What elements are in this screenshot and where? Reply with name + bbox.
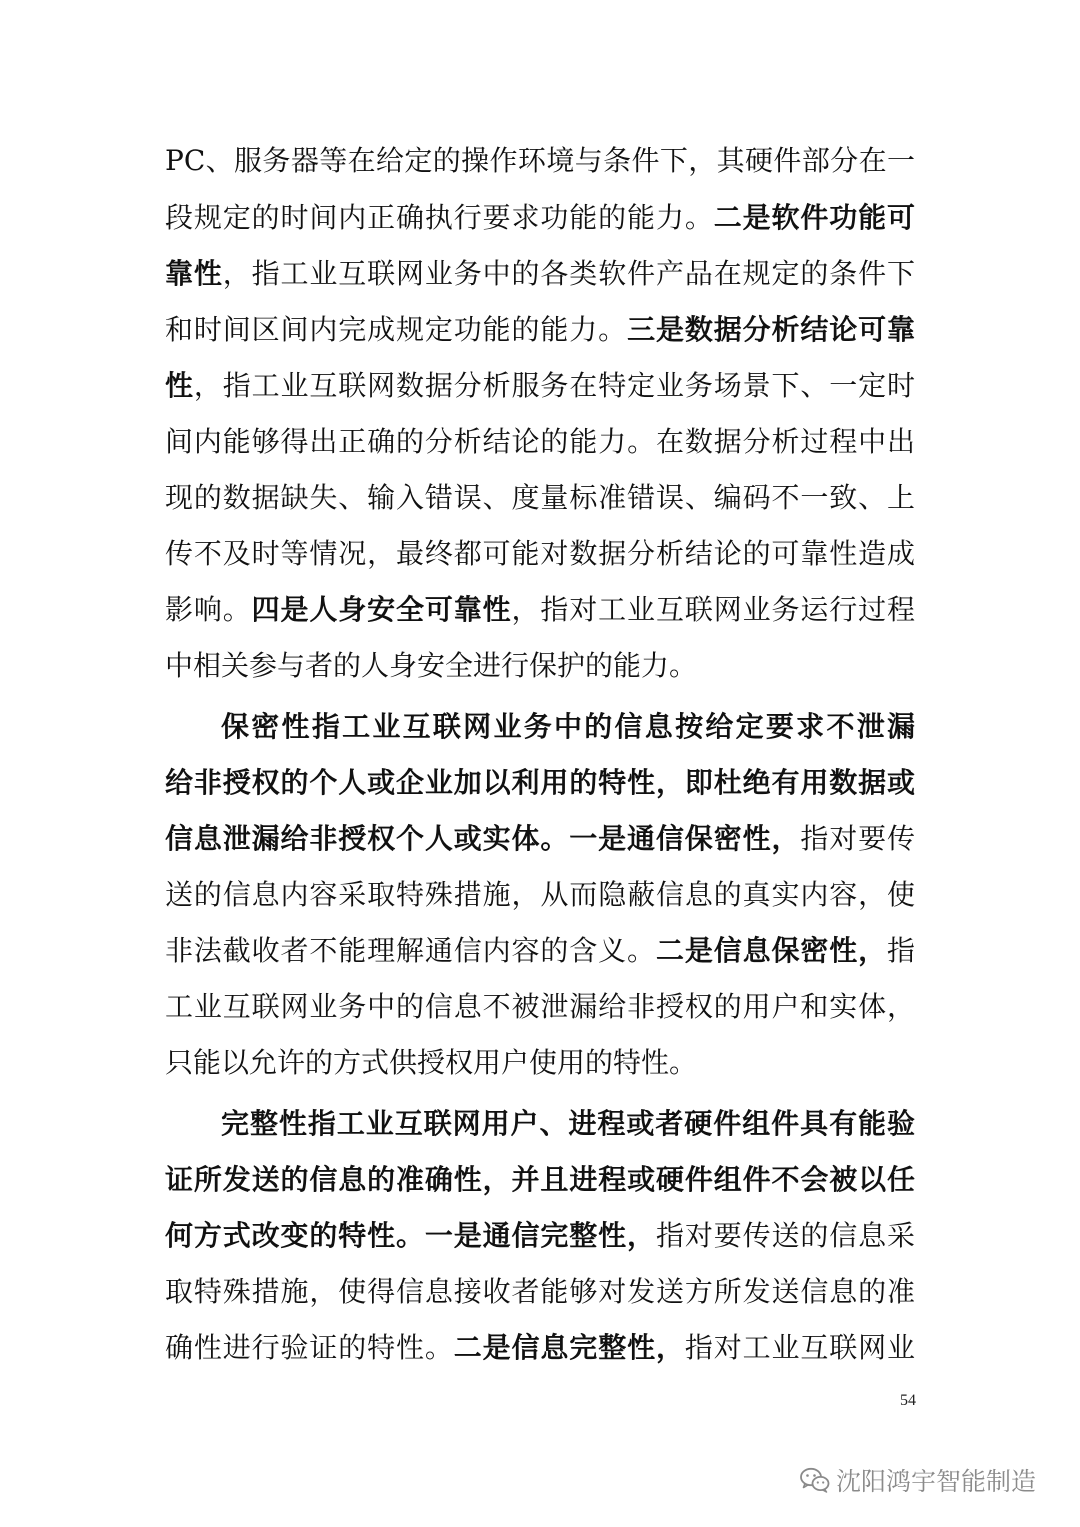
text-line [165,819,915,859]
bold-text-segment: 信息泄漏给非授权个人或实体。 [165,822,570,855]
text-segment: 指对要传 [800,822,915,855]
text-line [165,141,915,181]
bold-text-segment: 靠性 [165,257,223,290]
text-line [165,763,915,803]
text-segment: 间内能够得出正确的分析结论的能力。在数据分析过程中出 [165,425,915,458]
text-line [165,646,915,686]
watermark [800,1460,1036,1500]
text-segment: ，指对工业互联网业务运行过程 [511,593,915,626]
text-segment: 工业互联网业务中的信息不被泄漏给非授权的用户和实体， [165,990,915,1023]
bold-text-segment: 四是人身安全可靠性 [251,593,512,626]
text-line [165,1328,915,1368]
text-segment: 只能以允许的方式供授权用户使用的特性。 [165,1046,698,1079]
bold-text-segment: 何方式改变的特性。 [165,1219,425,1252]
bold-text-segment: 完整性指工业互联网用户、进程或者硬件组件具有能验 [221,1107,915,1140]
bold-text-segment: 保密性指工业互联网业务中的信息按给定要求不泄漏 [221,710,915,743]
text-segment: 指对工业互联网业 [684,1331,915,1364]
text-segment: 非法截收者不能理解通信内容的含义。 [165,934,656,967]
text-segment: 指对要传送的信息采 [655,1219,915,1252]
text-segment: 取特殊措施，使得信息接收者能够对发送方所发送信息的准 [165,1275,915,1308]
text-line [165,1272,915,1312]
text-line [221,1104,915,1144]
wechat-icon [800,1467,830,1493]
text-line [165,366,915,406]
text-line [165,1216,915,1256]
bold-text-segment: 二是信息保密性， [655,934,887,967]
text-segment: 现的数据缺失、输入错误、度量标准错误、编码不一致、上 [165,481,915,514]
text-line [165,1043,915,1083]
text-line [165,198,915,238]
text-line [165,1160,915,1200]
text-line [165,310,915,350]
bold-text-segment: 给非授权的个人或企业加以利用的特性，即杜绝有用数据或 [165,766,915,799]
text-segment: 影响。 [165,593,252,626]
watermark-text: 沈阳鸿宇智能制造 [836,1467,1037,1496]
text-segment: 送的信息内容采取特殊措施，从而隐蔽信息的真实内容，使 [165,878,915,911]
bold-text-segment: 证所发送的信息的准确性，并且进程或硬件组件不会被以任 [165,1163,915,1196]
text-segment: 确性进行验证的特性。 [165,1331,454,1364]
text-line [165,534,915,574]
text-segment: 传不及时等情况，最终都可能对数据分析结论的可靠性造成 [165,537,915,570]
text-segment: PC、服务器等在给定的操作环境与条件下，其硬件部分在一 [165,144,915,177]
text-line [165,478,915,518]
text-line [165,987,915,1027]
text-line [165,590,915,630]
bold-text-segment: 三是数据分析结论可靠 [627,313,915,346]
text-line [165,931,915,971]
text-segment: 中相关参与者的人身安全进行保护的能力。 [165,649,698,682]
bold-text-segment: 二是软件功能可 [713,201,915,234]
text-segment: ，指工业互联网数据分析服务在特定业务场景下、一定时 [193,369,915,402]
text-line [165,254,915,294]
bold-text-segment: 性 [165,369,194,402]
text-line [165,875,915,915]
text-segment: ，指工业互联网业务中的各类软件产品在规定的条件下 [222,257,915,290]
text-segment: 指 [886,934,915,967]
bold-text-segment: 二是信息完整性， [453,1331,685,1364]
text-line [221,707,915,747]
bold-text-segment: 一是通信完整性， [424,1219,656,1252]
bold-text-segment: 一是通信保密性， [569,822,801,855]
text-line [165,422,915,462]
text-segment: 和时间区间内完成规定功能的能力。 [165,313,628,346]
text-segment: 段规定的时间内正确执行要求功能的能力。 [165,201,714,234]
page-number: 54 [900,1392,916,1409]
